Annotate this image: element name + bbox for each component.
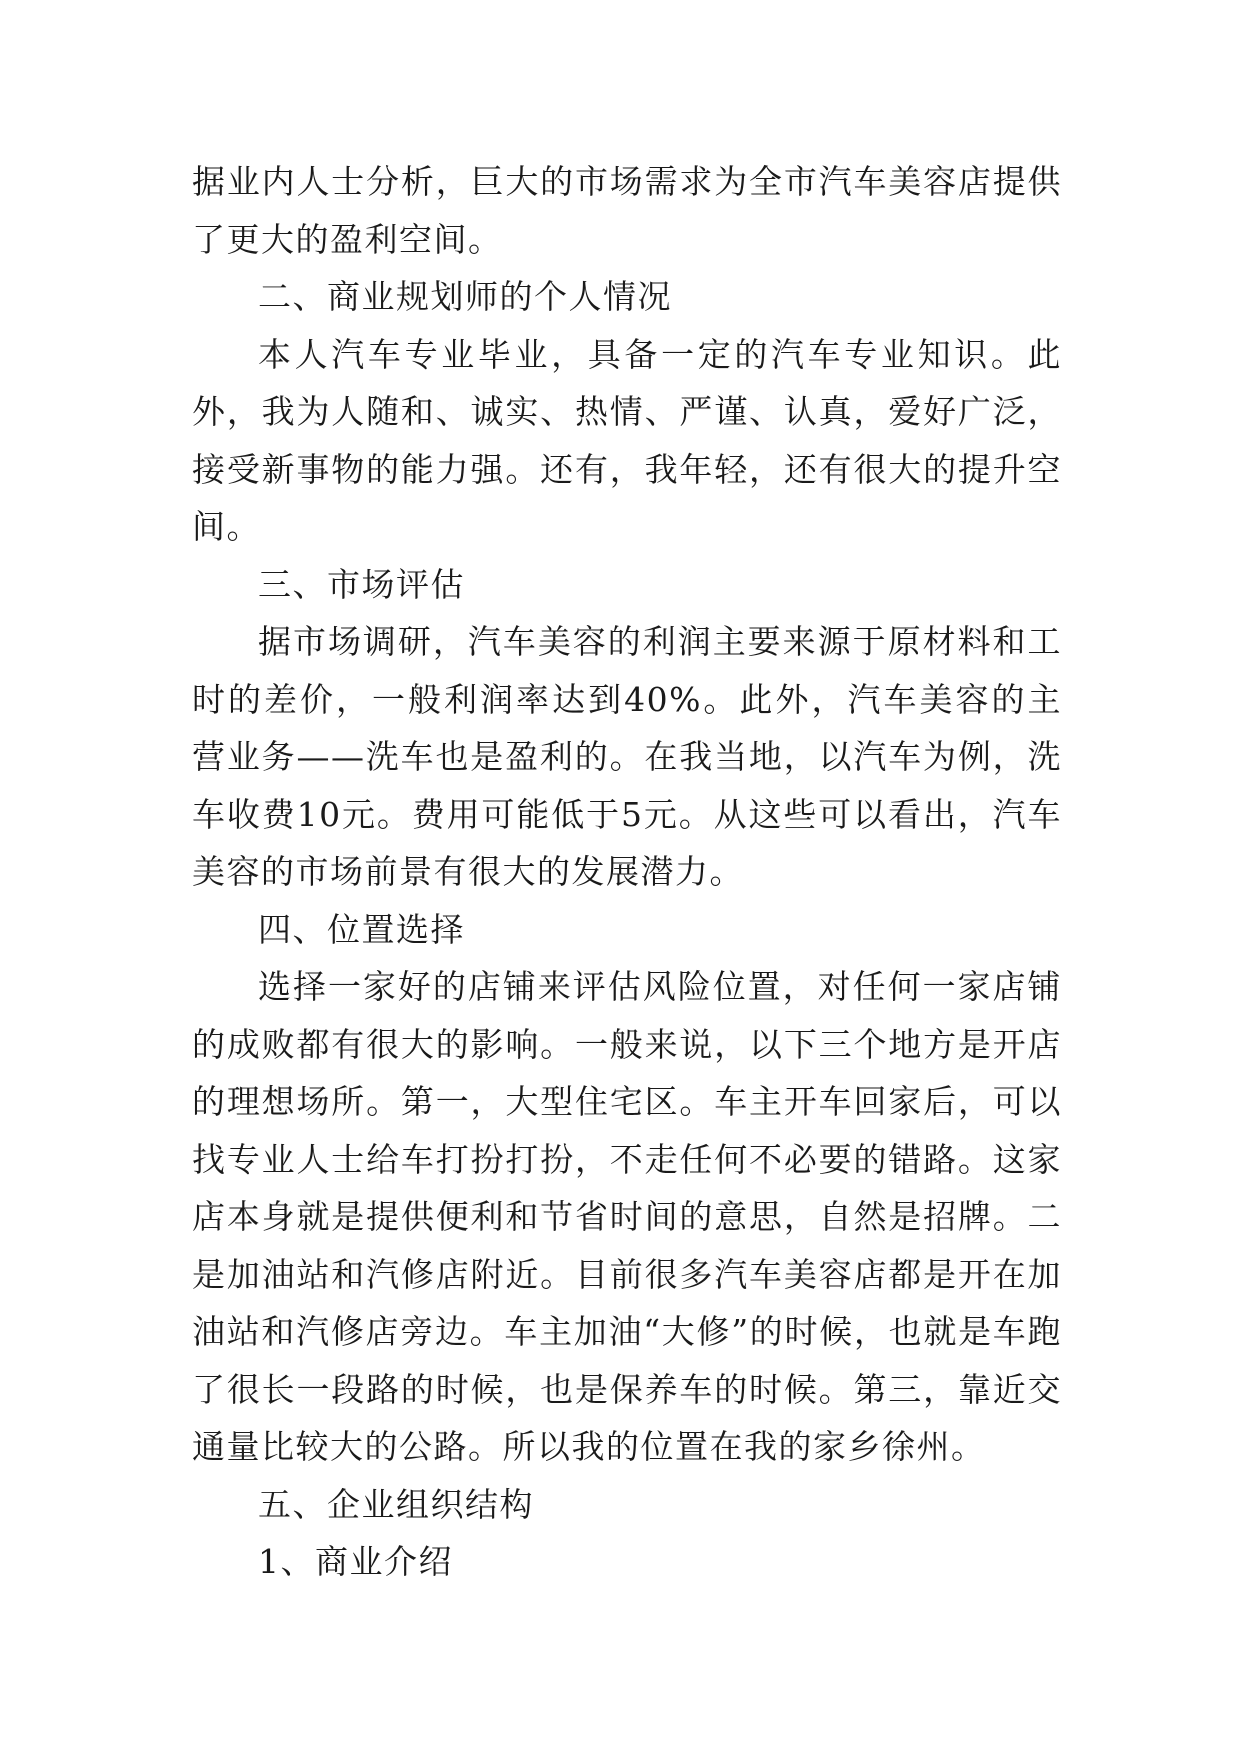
paragraph-location-choice: 选择一家好的店铺来评估风险位置，对任何一家店铺的成败都有很大的影响。一般来说，以下三个地方是开店的理想场所。第一，大型住宅区。车主开车回家后，可以找专业人士给车打扮打扮，不走任何不必要的错路。这家店本身就是提供便利和节省时间的意思，自然是招牌。二是加油站和汽修店附近。目前很多汽车美容店都是开在加油站和汽修店旁边。车主加油“大修”的时候，也就是车跑了很长一段路的时候，也是保养车的时候。第三，靠近交通量比较大的公路。所以我的位置在我的家乡徐州。 [192,967,1062,1466]
section-heading-personal-situation: 二、商业规划师的个人情况 [258,277,672,316]
section-heading-org-structure: 五、企业组织结构 [258,1484,534,1524]
document-body [192,153,1062,1591]
paragraph-market-analysis: 据业内人士分析，巨大的市场需求为全市汽车美容店提供了更大的盈利空间。 [192,162,1062,259]
paragraph-market-assessment: 据市场调研，汽车美容的利润主要来源于原材料和工时的差价，一般利润率达到40%。此外，汽车美容的主营业务——洗车也是盈利的。在我当地，以汽车为例，洗车收费10元。费用可能低于5元。从这些可以看出，汽车美容的市场前景有很大的发展潜力。 [192,622,1062,891]
section-heading-location-choice: 四、位置选择 [258,909,465,949]
paragraph-personal-situation: 本人汽车专业毕业，具备一定的汽车专业知识。此外，我为人随和、诚实、热情、严谨、认真，爱好广泛，接受新事物的能力强。还有，我年轻，还有很大的提升空间。 [192,334,1062,546]
subsection-heading-business-intro: 1、商业介绍 [258,1542,453,1581]
section-heading-market-assessment: 三、市场评估 [258,564,465,604]
